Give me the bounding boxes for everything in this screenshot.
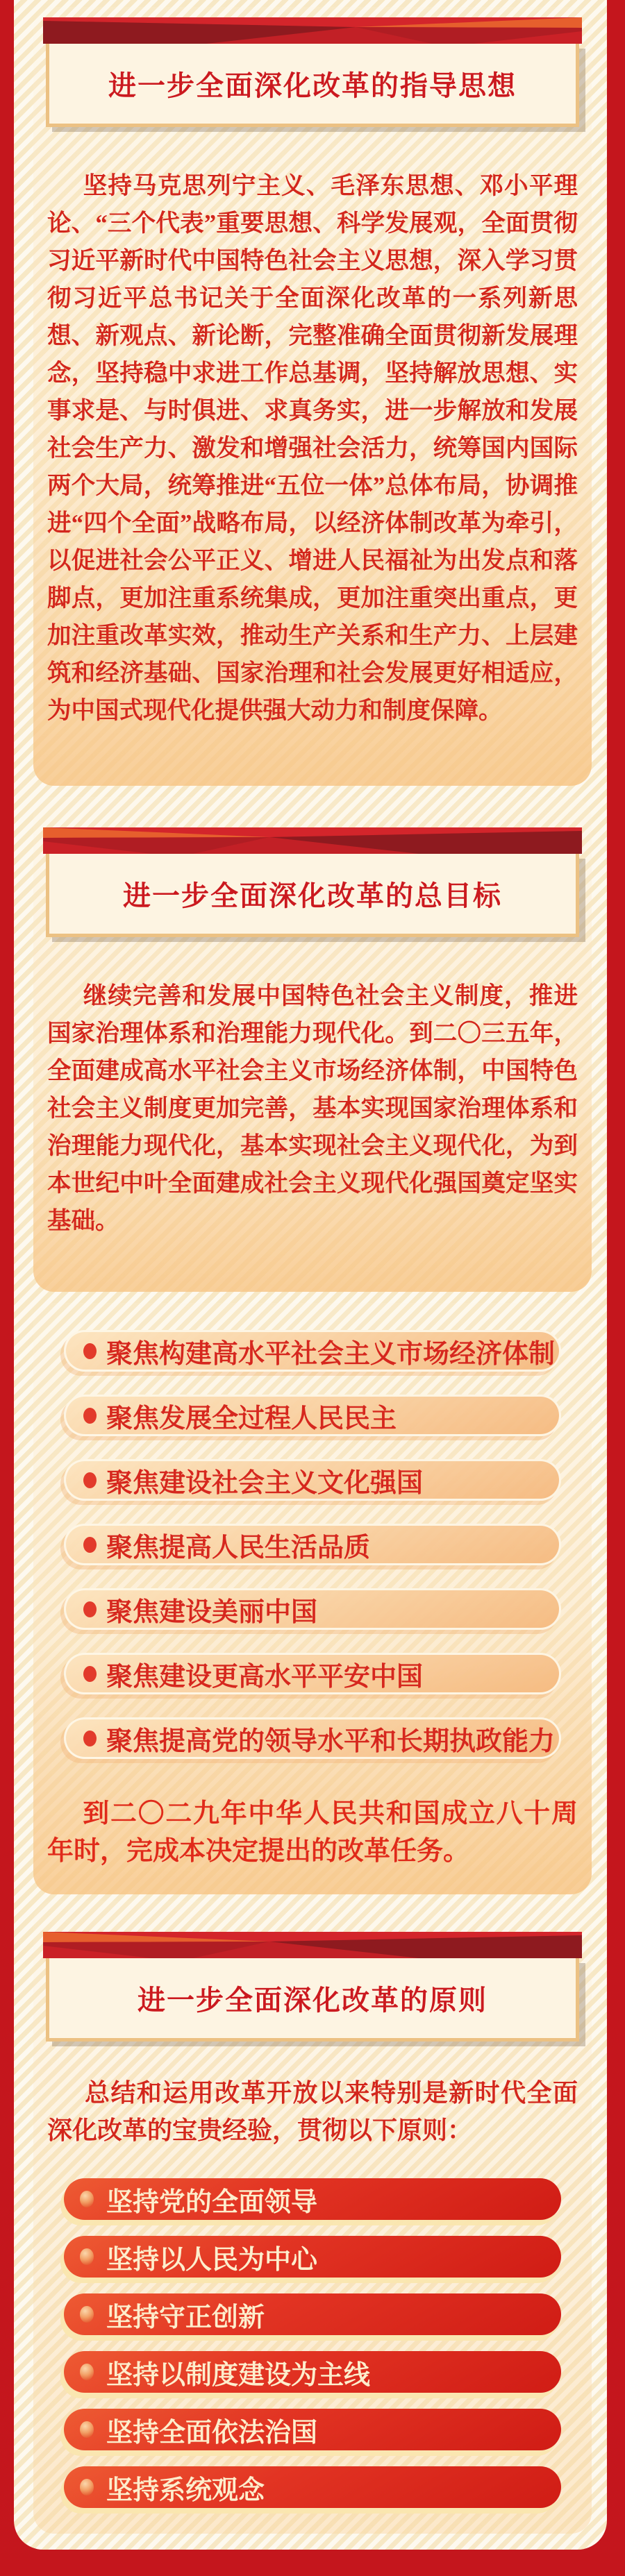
list-item — [64, 1524, 561, 1565]
orange-sphere-dot-icon — [80, 2191, 94, 2207]
section-guiding-ideology — [33, 7, 592, 786]
pill-label: 聚焦提高人民生活品质 — [106, 1533, 371, 1563]
principle-pill-list — [33, 2178, 592, 2508]
list-item — [64, 1717, 561, 1759]
folded-ribbon-banner-icon — [43, 827, 582, 854]
section-header — [43, 1932, 582, 2042]
poster-panel — [14, 0, 607, 2550]
red-dot-icon — [83, 1666, 97, 1682]
red-dot-icon — [83, 1343, 97, 1359]
deadline-paragraph: 到二〇二九年中华人民共和国成立八十周年时，完成本决定提出的改革任务。 — [47, 1799, 578, 1866]
list-item — [64, 2409, 561, 2450]
section-header — [43, 827, 582, 937]
orange-sphere-dot-icon — [80, 2248, 94, 2265]
list-item — [64, 2236, 561, 2278]
section-title: 进一步全面深化改革的指导思想 — [108, 70, 517, 101]
pill-label: 坚持以制度建设为主线 — [106, 2360, 371, 2390]
section-overall-goal — [33, 797, 592, 1292]
section-paragraph: 总结和运用改革开放以来特别是新时代全面深化改革的宝贵经验，贯彻以下原则： — [47, 2079, 578, 2144]
list-item — [64, 1395, 561, 1436]
pill-label: 坚持守正创新 — [106, 2303, 265, 2332]
pill-label: 坚持以人民为中心 — [106, 2245, 318, 2275]
list-item — [64, 2178, 561, 2220]
red-dot-icon — [83, 1537, 97, 1553]
red-dot-icon — [83, 1731, 97, 1746]
focus-pill-list — [33, 1330, 592, 1759]
section-header — [43, 17, 582, 127]
list-item — [64, 2293, 561, 2335]
orange-sphere-dot-icon — [80, 2479, 94, 2495]
folded-ribbon-banner-icon — [43, 1932, 582, 1958]
section-title: 进一步全面深化改革的原则 — [138, 1985, 488, 2016]
list-item — [64, 2351, 561, 2393]
pill-label: 聚焦建设更高水平平安中国 — [106, 1662, 424, 1692]
orange-sphere-dot-icon — [80, 2421, 94, 2438]
orange-sphere-dot-icon — [80, 2364, 94, 2380]
list-item — [64, 1330, 561, 1372]
section-paragraph: 继续完善和发展中国特色社会主义制度，推进国家治理体系和治理能力现代化。到二〇三五年，全面建成高水平社会主义市场经济体制，中国特色社会主义制度更加完善，基本实现国家治理体系和治理能力现代化，基本实现社会主义现代化，为到本世纪中叶全面建成社会主义现代化强国奠定坚实基础。 — [47, 983, 578, 1234]
pill-label: 聚焦建设美丽中国 — [106, 1597, 318, 1627]
header-box — [46, 854, 579, 937]
section-paragraph: 坚持马克思列宁主义、毛泽东思想、邓小平理论、“三个代表”重要思想、科学发展观，全面贯彻习近平新时代中国特色社会主义思想，深入学习贯彻习近平总书记关于全面深化改革的一系列新思想、新观点、新论断，完整准确全面贯彻新发展理念，坚持稳中求进工作总基调，坚持解放思想、实事求是、与时俱进、求真务实，进一步解放和发展社会生产力、激发和增强社会活力，统筹国内国际两个大局，统筹推进“五位一体”总体布局，协调推进“四个全面”战略布局，以经济体制改革为牵引，以促进社会公平正义、增进人民福祉为出发点和落脚点，更加注重系统集成，更加注重突出重点，更加注重改革实效，推动生产关系和生产力、上层建筑和经济基础、国家治理和社会发展更好相适应，为中国式现代化提供强大动力和制度保障。 — [47, 173, 578, 724]
orange-sphere-dot-icon — [80, 2306, 94, 2323]
section-focus-list — [33, 1303, 592, 1894]
pill-label: 坚持党的全面领导 — [106, 2187, 318, 2217]
list-item — [64, 1653, 561, 1694]
header-box — [46, 44, 579, 127]
red-dot-icon — [83, 1408, 97, 1424]
pill-label: 聚焦构建高水平社会主义市场经济体制 — [106, 1339, 556, 1369]
red-dot-icon — [83, 1601, 97, 1617]
section-title: 进一步全面深化改革的总目标 — [123, 880, 502, 911]
section-principles — [33, 1901, 592, 2534]
pill-label: 坚持系统观念 — [106, 2475, 265, 2505]
red-dot-icon — [83, 1472, 97, 1488]
list-item — [64, 1588, 561, 1630]
list-item — [64, 1459, 561, 1501]
pill-label: 坚持全面依法治国 — [106, 2418, 318, 2448]
folded-ribbon-banner-icon — [43, 17, 582, 44]
list-item — [64, 2466, 561, 2508]
pill-label: 聚焦建设社会主义文化强国 — [106, 1468, 424, 1498]
pill-label: 聚焦发展全过程人民民主 — [106, 1404, 397, 1433]
pill-label: 聚焦提高党的领导水平和长期执政能力 — [106, 1726, 556, 1756]
header-box — [46, 1958, 579, 2042]
